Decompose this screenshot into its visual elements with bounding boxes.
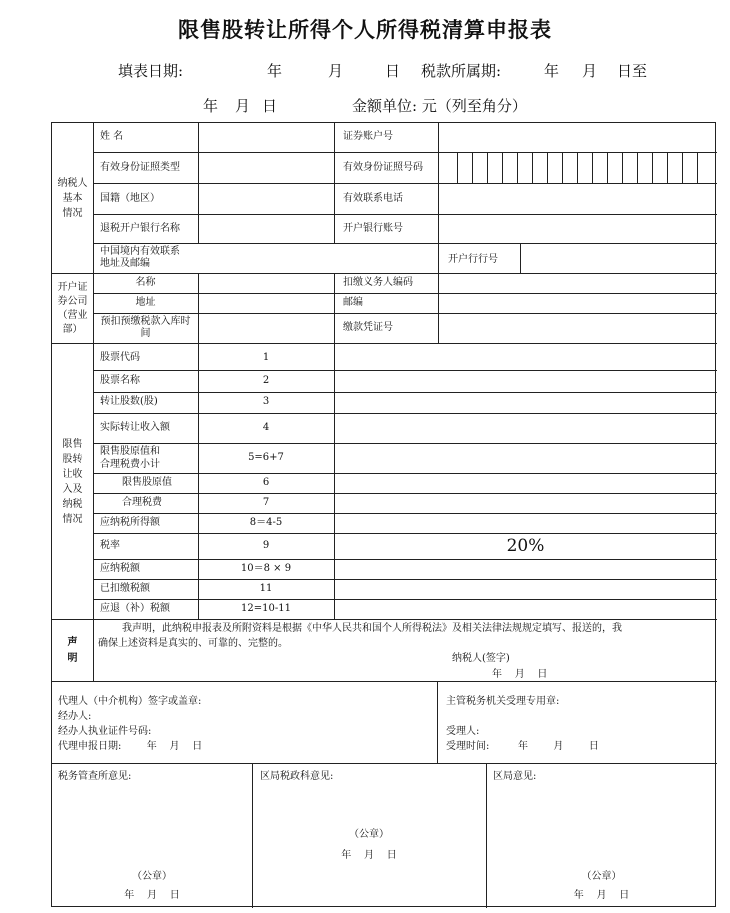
agent-license-label: 经办人执业证件号码: [58, 726, 152, 737]
detail-row-label: 应纳税所得额 [100, 517, 160, 528]
opinion-2-date: 年 月 日 [341, 850, 397, 861]
withholding-code-label: 扣缴义务人编码 [343, 277, 413, 288]
detail-row-label: 股票名称 [100, 375, 140, 386]
opinion-3-label: 区局意见: [493, 771, 537, 782]
declaration-date: 年 月 日 [492, 669, 548, 680]
opinion-2-label: 区局税政科意见: [260, 771, 334, 782]
agent-date-label: 代理申报日期: 年 月 日 [58, 741, 203, 752]
detail-row-code: 2 [262, 375, 270, 386]
taxpayer-section-label: 纳税人 基本 情况 [57, 178, 88, 219]
opinion-1-seal: （公章） [132, 871, 172, 882]
period-year: 年 [544, 62, 560, 80]
detail-row-label: 税率 [100, 540, 120, 551]
nationality-label: 国籍（地区） [100, 193, 160, 204]
sec-name-label: 名称 [135, 277, 156, 288]
opinion-1-date: 年 月 日 [124, 890, 180, 901]
tax-rate-value: 20% [506, 536, 545, 556]
fill-month: 月 [328, 62, 344, 80]
period-to: 日至 [617, 62, 648, 80]
opinion-3-seal: （公章） [581, 871, 622, 882]
period-month: 月 [582, 62, 598, 80]
period-end-month: 月 [235, 97, 251, 115]
securities-section-label: 开户证 券公司 （营业 部） [57, 282, 88, 335]
declaration-section-label: 声 明 [67, 637, 78, 664]
fill-date-label: 填表日期: [118, 62, 184, 80]
detail-row-code: 3 [262, 396, 270, 407]
amount-unit: 金额单位: 元（列至角分） [352, 97, 527, 115]
address-label: 中国境内有效联系 地址及邮编 [100, 246, 180, 269]
sec-address-label: 地址 [135, 297, 156, 308]
detail-row-label: 股票代码 [100, 352, 140, 363]
branch-no-label: 开户行行号 [448, 254, 498, 265]
detail-row-label: 应退（补）税额 [100, 603, 170, 614]
declaration-text-1: 我声明，此纳税申报表及所附资料是根据《中华人民共和国个人所得税法》及相关法律法规规定填写、报送的，我 [122, 623, 622, 634]
detail-row-code: 11 [259, 583, 273, 594]
period-end-year: 年 [203, 97, 219, 115]
detail-row-label: 转让股数(股) [100, 396, 158, 407]
detail-row-label: 限售股原值和 合理税费小计 [100, 446, 160, 470]
taxpayer-signature-label: 纳税人(签字) [452, 653, 510, 664]
opinion-2-seal: （公章） [349, 829, 389, 840]
authority-time-label: 受理时间: 年 月 日 [446, 741, 599, 752]
detail-row-code: 1 [262, 352, 270, 363]
phone-label: 有效联系电话 [343, 193, 403, 204]
detail-row-code: 5=6+7 [248, 452, 284, 463]
opinion-3-date: 年 月 日 [573, 890, 630, 901]
detail-row-code: 4 [262, 422, 270, 433]
bank-account-label: 开户银行账号 [343, 223, 403, 234]
authority-receiver-label: 受理人: [446, 726, 480, 737]
agent-handler-label: 经办人: [58, 711, 92, 722]
detail-row-label: 实际转让收入额 [100, 422, 170, 433]
detail-row-label: 合理税费 [122, 497, 162, 508]
id-type-label: 有效身份证照类型 [100, 162, 180, 173]
voucher-label: 缴款凭证号 [343, 322, 393, 333]
detail-section-label: 限售 股转 让收 入及 纳税 情况 [62, 439, 83, 525]
fill-day: 日 [385, 62, 401, 80]
detail-row-label: 应纳税额 [100, 563, 140, 574]
form-table [51, 122, 716, 907]
period-end-day: 日 [262, 97, 278, 115]
prepay-time-label: 预扣预缴税款入库时 间 [100, 316, 191, 339]
detail-row-code: 8＝4-5 [249, 517, 283, 528]
declaration-text-2: 确保上述资料是真实的、可靠的、完整的。 [98, 638, 288, 649]
id-number-label: 有效身份证照号码 [343, 162, 423, 173]
tax-period-label: 税款所属期: [421, 62, 502, 80]
detail-row-code: 6 [262, 477, 270, 488]
authority-seal-label: 主管税务机关受理专用章: [446, 696, 560, 707]
account-label: 证券账户号 [343, 131, 393, 142]
fill-year: 年 [267, 62, 283, 80]
name-label: 姓 名 [100, 131, 124, 142]
refund-bank-label: 退税开户银行名称 [100, 223, 180, 234]
detail-row-code: 9 [262, 540, 270, 551]
detail-row-code: 7 [262, 497, 270, 508]
form-title: 限售股转让所得个人所得税清算申报表 [178, 17, 552, 42]
agent-sign-label: 代理人（中介机构）签字或盖章: [58, 696, 202, 707]
detail-row-code: 12=10-11 [241, 603, 291, 614]
detail-row-label: 限售股原值 [122, 477, 172, 488]
postcode-label: 邮编 [343, 297, 363, 308]
detail-row-code: 10＝8 × 9 [240, 563, 292, 574]
opinion-1-label: 税务管查所意见: [58, 771, 132, 782]
detail-row-label: 已扣缴税额 [100, 583, 150, 594]
